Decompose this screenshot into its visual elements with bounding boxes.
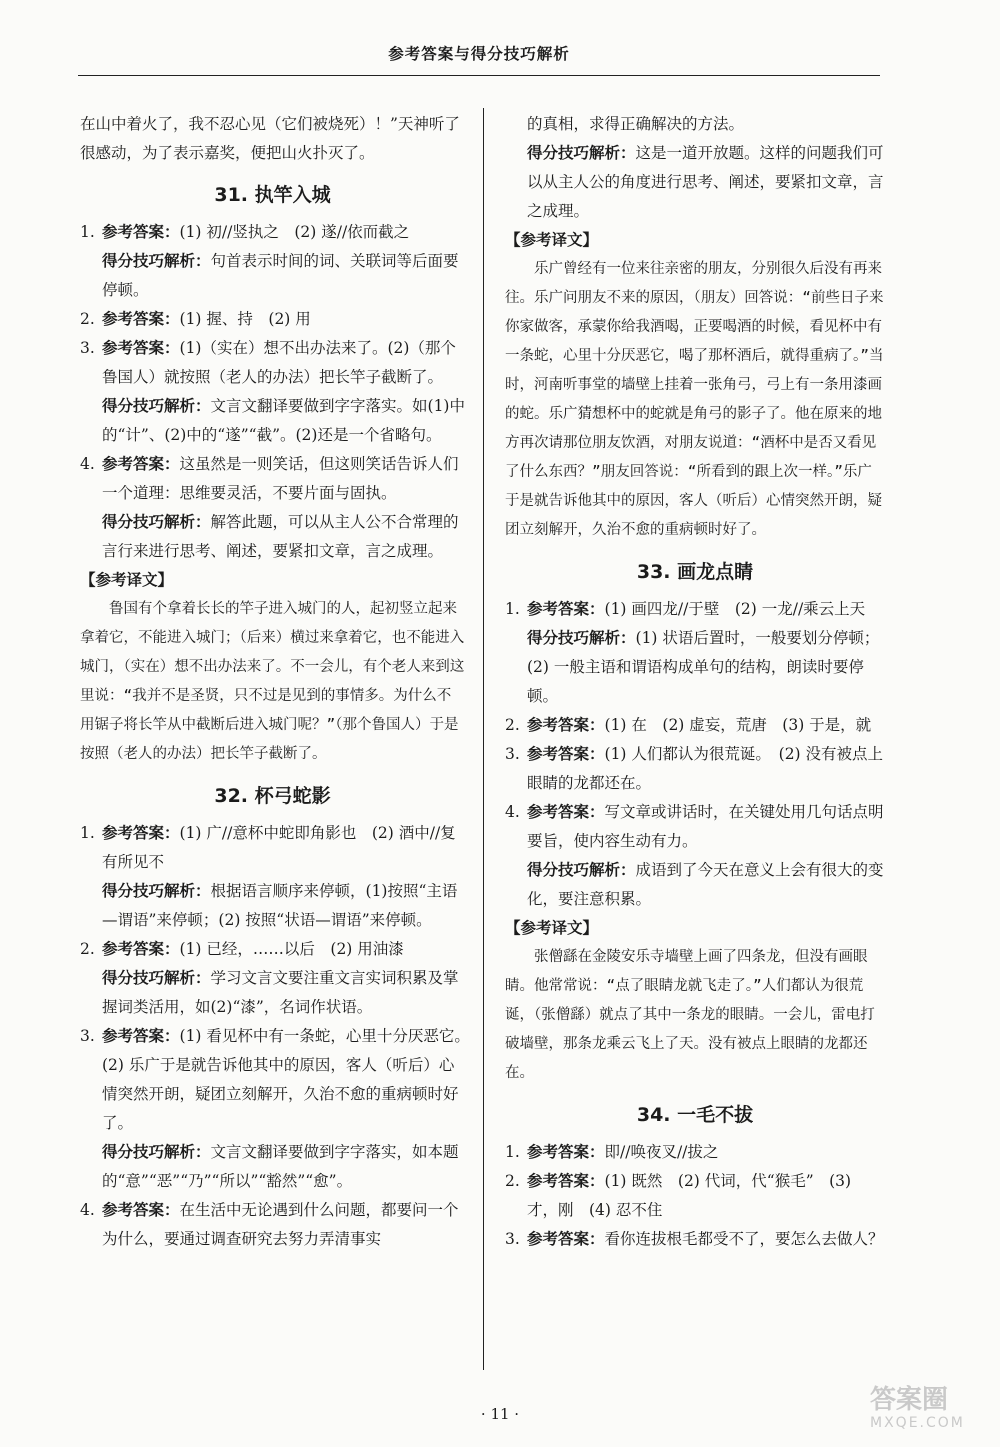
hint-text: 这是一道开放题。这样的问题我们可以从主人公的角度进行思考、阐述，要紧扣文章，言之成理。	[527, 144, 884, 220]
page-header: 参考答案与得分技巧解析	[388, 45, 570, 63]
item-number: 3.	[505, 745, 520, 763]
answer-text: (1) 已经，……以后 (2) 用油漆	[179, 940, 404, 958]
answer-item	[80, 218, 465, 247]
left-column	[80, 110, 478, 1254]
hint-text: 解答此题，可以从主人公不合常理的言行来进行思考、阐述，要紧扣文章，言之成理。	[102, 513, 459, 560]
answer-label: 参考答案：	[527, 1230, 605, 1248]
hint-block	[80, 964, 465, 1022]
hint-label: 得分技巧解析：	[102, 1143, 211, 1161]
intro-paragraph: 在山中着火了，我不忍心见（它们被烧死）！”天神听了很感动，为了表示嘉奖，便把山火扑灭了。	[80, 115, 460, 162]
answer-item	[505, 1167, 885, 1225]
translation-heading: 【参考译文】	[80, 571, 174, 589]
hint-label: 得分技巧解析：	[527, 144, 636, 162]
hint-block	[80, 508, 465, 566]
answer-text: 在生活中无论遇到什么问题，都要问一个为什么，要通过调查研究去努力弄清事实	[102, 1201, 459, 1248]
answer-label: 参考答案：	[527, 803, 605, 821]
hint-block	[505, 624, 885, 711]
answer-label: 参考答案：	[527, 745, 605, 763]
answer-label: 参考答案：	[527, 1143, 605, 1161]
right-column	[505, 110, 885, 1254]
section-title-34: 34. 一毛不拔	[636, 1104, 754, 1126]
answer-item	[505, 1225, 885, 1254]
header-rule	[78, 75, 880, 76]
item-number: 1.	[505, 1143, 520, 1161]
hint-label: 得分技巧解析：	[102, 252, 211, 270]
hint-text: 句首表示时间的词、关联词等后面要停顿。	[102, 252, 459, 299]
column-divider	[483, 108, 484, 1370]
hint-text: 成语到了今天在意义上会有很大的变化，要注意积累。	[527, 861, 884, 908]
item-number: 3.	[80, 339, 95, 357]
hint-block	[505, 139, 885, 226]
answer-text: 这虽然是一则笑话，但这则笑话告诉人们一个道理：思维要灵活，不要片面与固执。	[102, 455, 459, 502]
answer-label: 参考答案：	[102, 1027, 180, 1045]
answer-item	[80, 305, 465, 334]
answer-item	[80, 334, 465, 392]
answer-item	[80, 819, 465, 877]
watermark-logo	[870, 1385, 990, 1443]
item-number: 2.	[80, 310, 95, 328]
item-number: 2.	[505, 716, 520, 734]
translation-text: 乐广曾经有一位来往亲密的朋友，分别很久后没有再来往。乐广问朋友不来的原因，（朋友）回答说：“前些日子来你家做客，承蒙你给我酒喝，正要喝酒的时候，看见杯中有一条蛇，心里十分厌恶它，喝了那杯酒后，就得重病了。”当时，河南听事堂的墙壁上挂着一张角弓，弓上有一条用漆画的蛇。乐广猜想杯中的蛇就是角弓的影子了。他在原来的地方再次请那位朋友饮酒，对朋友说道：“酒杯中是否又看见了什么东西？”朋友回答说：“所看到的跟上次一样。”乐广于是就告诉他其中的原因，客人（听后）心情突然开朗，疑团立刻解开，久治不愈的重病顿时好了。	[505, 261, 884, 538]
answer-item	[80, 1196, 465, 1254]
answer-text: (1) 初//竖执之 (2) 遂//依而截之	[179, 223, 410, 241]
answer-text: (1) 画四龙//于壁 (2) 一龙//乘云上天	[604, 600, 866, 618]
hint-text: 文言文翻译要做到字字落实。如(1)中的“计”、(2)中的“遂”“截”。(2)还是一个省略句。	[102, 397, 465, 444]
answer-label: 参考答案：	[102, 339, 180, 357]
watermark-url: MXQE.COM	[870, 1415, 965, 1431]
hint-text: (1) 状语后置时，一般要划分停顿；(2) 一般主语和谓语构成单句的结构，朗读时要停顿。	[527, 629, 880, 705]
translation-heading: 【参考译文】	[505, 231, 599, 249]
answer-item	[505, 740, 885, 798]
hint-label: 得分技巧解析：	[102, 397, 211, 415]
answer-label: 参考答案：	[102, 1201, 180, 1219]
hint-block	[80, 1138, 465, 1196]
answer-label: 参考答案：	[102, 223, 180, 241]
answer-text: (1)（实在）想不出办法来了。(2)（那个鲁国人）就按照（老人的办法）把长竿子截断了。	[102, 339, 456, 386]
hint-text: 文言文翻译要做到字字落实，如本题的“意”“恶”“乃”“所以”“豁然”“愈”。	[102, 1143, 459, 1190]
hint-label: 得分技巧解析：	[527, 629, 636, 647]
section-title-31: 31. 执竿入城	[214, 184, 331, 206]
answer-label: 参考答案：	[102, 455, 180, 473]
answer-text: (1) 看见杯中有一条蛇，心里十分厌恶它。 (2) 乐广于是就告诉他其中的原因，客人（听后）心情突然开朗，疑团立刻解开，久治不愈的重病顿时好了。	[102, 1027, 478, 1132]
section-title-32: 32. 杯弓蛇影	[214, 785, 331, 807]
answer-label: 参考答案：	[102, 310, 180, 328]
answer-item	[505, 1138, 885, 1167]
answer-label: 参考答案：	[102, 940, 180, 958]
item-number: 1.	[80, 824, 95, 842]
item-number: 3.	[505, 1230, 520, 1248]
answer-label: 参考答案：	[527, 600, 605, 618]
translation-text: 鲁国有个拿着长长的竿子进入城门的人，起初竖立起来拿着它，不能进入城门；（后来）横过来拿着它，也不能进入城门，（实在）想不出办法来了。不一会儿，有个老人来到这里说：“我并不是圣贤，只不过是见到的事情多。为什么不用锯子将长竿从中截断后进入城门呢？”（那个鲁国人）于是按照（老人的办法）把长竿子截断了。	[80, 601, 465, 762]
translation-text: 张僧繇在金陵安乐寺墙壁上画了四条龙，但没有画眼睛。他常常说：“点了眼睛龙就飞走了。”人们都认为很荒诞，（张僧繇）就点了其中一条龙的眼睛。一会儿，雷电打破墙壁，那条龙乘云飞上了天。没有被点上眼睛的龙都还在。	[505, 949, 875, 1081]
answer-text: (1) 在 (2) 虚妄，荒唐 (3) 于是，就	[604, 716, 872, 734]
item-number: 1.	[80, 223, 95, 241]
hint-label: 得分技巧解析：	[102, 969, 211, 987]
hint-label: 得分技巧解析：	[102, 882, 211, 900]
answer-label: 参考答案：	[527, 716, 605, 734]
answer-text: (1) 人们都认为很荒诞。 (2) 没有被点上眼睛的龙都还在。	[527, 745, 884, 792]
hint-block	[80, 877, 465, 935]
answer-text: (1) 广//意杯中蛇即角影也 (2) 酒中//复有所见不	[102, 824, 456, 871]
item-number: 2.	[80, 940, 95, 958]
item-number: 4.	[505, 803, 520, 821]
item-number: 2.	[505, 1172, 520, 1190]
answer-item	[505, 595, 885, 624]
answer-text: 写文章或讲话时，在关键处用几句话点明要旨，使内容生动有力。	[527, 803, 884, 850]
answer-label: 参考答案：	[102, 824, 180, 842]
answer-item	[80, 935, 465, 964]
answer-text: (1) 握、持 (2) 用	[179, 310, 311, 328]
answer-item	[505, 711, 885, 740]
answer-item	[505, 798, 885, 856]
answer-text: 即//唤夜叉//拔之	[604, 1143, 719, 1161]
hint-block	[505, 856, 885, 914]
watermark-text: 答案圈	[870, 1385, 949, 1415]
hint-label: 得分技巧解析：	[527, 861, 636, 879]
answer-item	[80, 1022, 478, 1138]
item-number: 4.	[80, 455, 95, 473]
answer-text: 看你连拔根毛都受不了，要怎么去做人？	[604, 1230, 884, 1248]
translation-heading: 【参考译文】	[505, 919, 599, 937]
hint-text: 根据语言顺序来停顿，(1)按照“主语—谓语”来停顿；(2) 按照“状语—谓语”来停顿。	[102, 882, 458, 929]
section-title-33: 33. 画龙点睛	[636, 561, 754, 583]
item-number: 3.	[80, 1027, 95, 1045]
answer-label: 参考答案：	[527, 1172, 605, 1190]
page-number: · 11 ·	[480, 1405, 520, 1423]
hint-text: 学习文言文要注重文言实词积累及掌握词类活用，如(2)“漆”，名词作状语。	[102, 969, 459, 1016]
hint-block	[80, 392, 465, 450]
answer-item	[80, 450, 465, 508]
hint-block	[80, 247, 465, 305]
answer-text: (1) 既然 (2) 代词，代“猴毛” (3) 才，刚 (4) 忍不住	[527, 1172, 852, 1219]
answer-continuation: 的真相，求得正确解决的方法。	[527, 115, 745, 133]
item-number: 1.	[505, 600, 520, 618]
hint-label: 得分技巧解析：	[102, 513, 211, 531]
item-number: 4.	[80, 1201, 95, 1219]
